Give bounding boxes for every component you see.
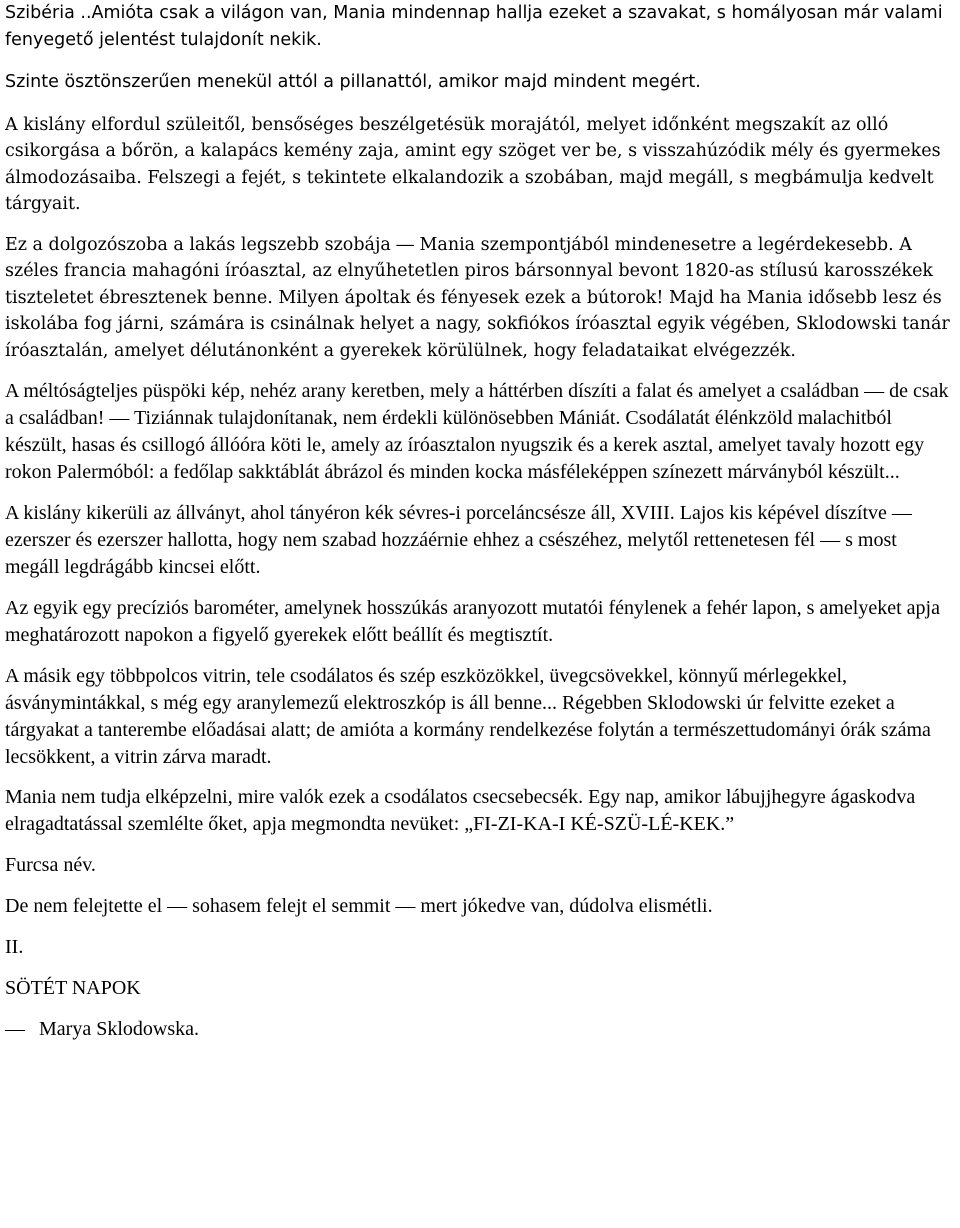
paragraph-physics-apparatus: Mania nem tudja elképzelni, mire valók ezek a csodálatos csecsebecsék. Egy nap, amikor lábujjhegyre ágaskodva elragadtatással szemlélte őket, apja megmondta nevüket: „FI-ZI-KA-I KÉ-SZÜ-LÉ-KEK.” [5,786,916,836]
paragraph-bishop-painting: A méltóságteljes püspöki kép, nehéz arany keretben, mely a háttérben díszíti a falat és amelyet a családban ― de csak a családban! ― Tiziánnak tulajdonítanak, nem érdekli különösebben Mániát. Csodálatát élénkzöld malachitból készült, hasas és csillogó állóóra köti le, amely az íróasztalon nyugszik és a kerek asztal, amelyet tavaly hozott egy rokon Palermóból: a fedőlap sakktáblát ábrázol és minden kocka másféleképpen színezett márványból készült... [5,380,949,484]
chapter-number: II. [5,936,24,959]
paragraph-vitrine: A másik egy többpolcos vitrin, tele csodálatos és szép eszközökkel, üvegcsövekkel, könnyű mérlegekkel, ásványmintákkal, s még egy aranylemezű elektroszkóp is áll benne... Régebben Sklodowski úr felvitte ezeket a tárgyakat a tanterembe előadásai alatt; de amióta a kormány rendelkezése folytán a természettudományi órák száma lecsökkent, a vitrin zárva maradt. [5,665,931,769]
paragraph-study-room: Ez a dolgozószoba a lakás legszebb szobája ― Mania szempontjából mindenesetre a legérdekesebb. A széles francia mahagóni íróasztal, az elnyűhetetlen piros bársonnyal bevont 1820-as stílusú karosszékek tiszteletet ébresztenek benne. Milyen ápoltak és fényesek ezek a bútorok! Majd ha Mania idősebb lesz és iskolába fog járni, számára is csinálnak helyet a nagy, sokfiókos íróasztal egyik végében, Sklodowski tanár íróasztalán, amelyet délutánonként a gyerekek körülülnek, hogy feladataikat elvégezzék. [5,234,950,361]
paragraph-strange-name: Furcsa név. [5,854,96,877]
chapter-title: SÖTÉT NAPOK [5,977,141,1000]
paragraph-barometer: Az egyik egy precíziós barométer, amelynek hosszúkás aranyozott mutatói fénylenek a fehér lapon, s amelyeket apja meghatározott napokon a figyelő gyerekek előtt beállít és megtisztít. [5,597,940,647]
paragraph-remembers: De nem felejtette el ― sohasem felejt el semmit ― mert jókedve van, dúdolva elismétli. [5,895,713,918]
signature-name: Marya Sklodowska. [39,1018,199,1041]
signature-dash: ― [5,1018,25,1041]
paragraph-escape: Szinte ösztönszerűen menekül attól a pillanattól, amikor majd mindent megért. [5,72,701,93]
paragraph-intro: Szibéria ..Amióta csak a világon van, Mania mindennap hallja ezeket a szavakat, s homályosan már valami fenyegető jelentést tulajdonít nekik. [5,3,943,50]
signature-line [5,1016,955,1043]
paragraph-sevres-cup: A kislány kikerüli az állványt, ahol tányéron kék sévres-i porceláncsésze áll, XVIII. Lajos kis képével díszítve ― ezerszer és ezerszer hallotta, hogy nem szabad hozzáérnie ehhez a csészéhez, melytől rettenetesen fél ― s most megáll legdrágább kincsei előtt. [5,502,912,579]
paragraph-girl-turns: A kislány elfordul szüleitől, bensőséges beszélgetésük morajától, melyet időnként megszakít az olló csikorgása a bőrön, a kalapács kemény zaja, amint egy szöget ver be, s visszahúzódik mély és gyermekes álmodozásaiba. Felszegi a fejét, s tekintete elkalandozik a szobában, majd megáll, s megbámulja kedvelt tárgyait. [5,114,941,215]
